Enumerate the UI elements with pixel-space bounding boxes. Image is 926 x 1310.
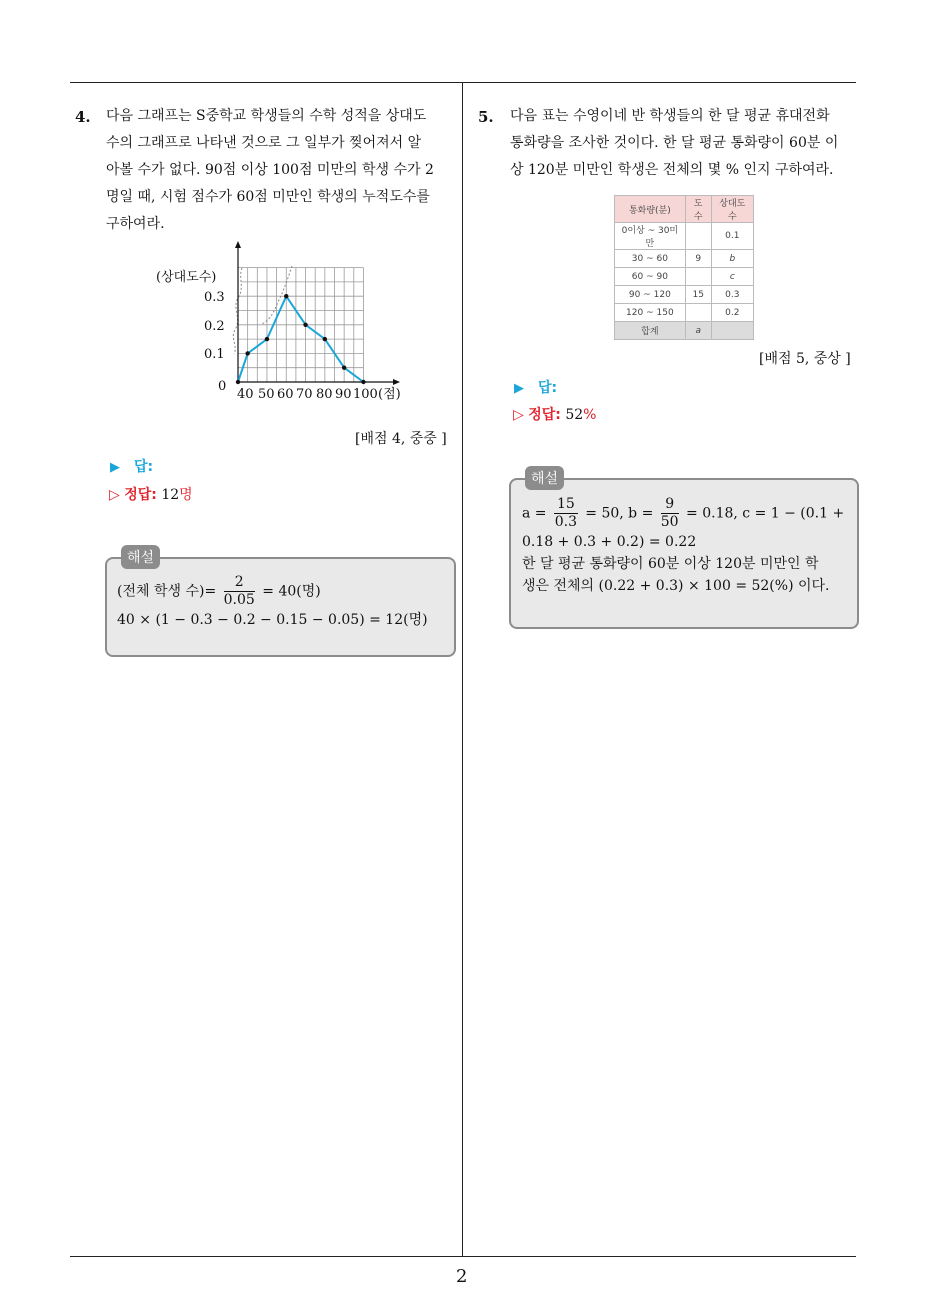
data-point bbox=[245, 351, 249, 355]
table-cell: 9 bbox=[685, 250, 711, 268]
fraction-numerator: 2 bbox=[224, 574, 255, 592]
q5-explanation-tag: 해설 bbox=[525, 466, 564, 490]
explain-text: (전체 학생 수)= bbox=[117, 583, 217, 600]
table-cell: 90 ~ 120 bbox=[615, 286, 686, 304]
correct-value: 52 bbox=[565, 407, 584, 423]
q5-text bbox=[510, 103, 862, 184]
fraction bbox=[224, 574, 255, 609]
q4-line: 다음 그래프는 S중학교 학생들의 수학 성적을 상대도 bbox=[106, 108, 427, 124]
q4-relative-frequency-graph bbox=[150, 238, 410, 410]
torn-edge bbox=[223, 268, 242, 356]
triangle-outline-icon: ▷ bbox=[109, 487, 120, 503]
answer-label: 답: bbox=[134, 459, 154, 475]
data-point bbox=[323, 337, 327, 341]
table-header: 도수 bbox=[685, 196, 711, 223]
q4-line: 수의 그래프로 나타낸 것으로 그 일부가 찢어져서 알 bbox=[106, 135, 422, 151]
page-number: 2 bbox=[456, 1266, 468, 1287]
table-row bbox=[615, 268, 754, 286]
triangle-outline-icon: ▷ bbox=[513, 407, 524, 423]
fraction bbox=[554, 496, 578, 531]
fraction-denominator: 0.05 bbox=[223, 592, 255, 608]
table-cell: 0.1 bbox=[711, 223, 753, 250]
fraction-numerator: 15 bbox=[554, 496, 578, 514]
table-row bbox=[615, 286, 754, 304]
table-header: 통화량(분) bbox=[615, 196, 686, 223]
x-axis-arrow bbox=[393, 379, 400, 385]
q4-line: 아볼 수가 없다. 90점 이상 100점 미만의 학생 수가 2 bbox=[106, 162, 434, 178]
fraction-denominator: 50 bbox=[660, 514, 679, 530]
table-cell bbox=[685, 304, 711, 322]
q5-answer bbox=[514, 377, 557, 397]
table-cell: 합계 bbox=[615, 322, 686, 340]
table-cell: 0이상 ~ 30미만 bbox=[615, 223, 686, 250]
explain-line: 한 달 평균 통화량이 60분 이상 120분 미만인 학 bbox=[522, 556, 819, 572]
explain-line bbox=[117, 574, 428, 609]
explain-text: = 40(명) bbox=[262, 583, 321, 600]
table-row bbox=[615, 250, 754, 268]
chart-axes bbox=[235, 241, 400, 385]
explain-text: = 0.18, c = 1 − (0.1 + bbox=[686, 505, 845, 522]
xtick-label: 90 bbox=[335, 387, 352, 402]
explain-line: 생은 전체의 (0.22 + 0.3) × 100 = 52(%) 이다. bbox=[522, 578, 830, 594]
xtick-label: 60 bbox=[277, 387, 294, 402]
fraction-denominator: 0.3 bbox=[554, 514, 578, 530]
q5-line: 다음 표는 수영이네 반 학생들의 한 달 평균 휴대전화 bbox=[510, 108, 830, 124]
explain-text: a = bbox=[522, 505, 547, 522]
q5-explanation-text bbox=[522, 496, 852, 597]
column-divider bbox=[462, 82, 463, 1257]
table-cell: 15 bbox=[685, 286, 711, 304]
table-header: 상대도수 bbox=[711, 196, 753, 223]
correct-label: 정답: bbox=[528, 407, 561, 423]
correct-label: 정답: bbox=[124, 487, 157, 503]
explain-line: 0.18 + 0.3 + 0.2) = 0.22 bbox=[522, 534, 697, 550]
answer-label: 답: bbox=[538, 380, 558, 396]
x-axis-label: (점) bbox=[378, 387, 401, 402]
top-rule bbox=[70, 82, 856, 83]
table-cell: 0.3 bbox=[711, 286, 753, 304]
xtick-label: 40 bbox=[237, 387, 254, 402]
q5-correct bbox=[513, 404, 596, 424]
table-cell bbox=[685, 268, 711, 286]
table-header-row bbox=[615, 196, 754, 223]
explain-line bbox=[522, 496, 852, 531]
play-icon: ▶ bbox=[514, 381, 524, 396]
q5-frequency-table bbox=[614, 195, 754, 340]
q4-answer bbox=[110, 456, 153, 476]
q4-explanation-tag: 해설 bbox=[121, 545, 160, 569]
correct-value: 12 bbox=[161, 487, 180, 503]
xtick-label: 100 bbox=[353, 387, 378, 402]
table-cell: 30 ~ 60 bbox=[615, 250, 686, 268]
bottom-rule bbox=[70, 1256, 856, 1257]
table-cell bbox=[711, 322, 753, 340]
data-point bbox=[303, 323, 307, 327]
ytick-label: 0.3 bbox=[204, 290, 225, 305]
q4-line: 구하여라. bbox=[106, 216, 165, 232]
ytick-label: 0.2 bbox=[204, 319, 225, 334]
q5-number: 5. bbox=[478, 108, 494, 126]
table-cell bbox=[685, 223, 711, 250]
correct-unit: % bbox=[583, 407, 597, 423]
q5-line: 통화량을 조사한 것이다. 한 달 평균 통화량이 60분 이 bbox=[510, 135, 839, 151]
table-total-row bbox=[615, 322, 754, 340]
q4-line: 명일 때, 시험 점수가 60점 미만인 학생의 누적도수를 bbox=[106, 189, 430, 205]
data-point bbox=[236, 380, 240, 384]
q4-explanation-text bbox=[117, 574, 428, 631]
y-axis-label: (상대도수) bbox=[156, 270, 217, 285]
q5-line: 상 120분 미만인 학생은 전체의 몇 % 인지 구하여라. bbox=[510, 162, 834, 178]
q4-points: [배점 4, 중중 ] bbox=[355, 431, 447, 447]
q5-points: [배점 5, 중상 ] bbox=[759, 351, 851, 367]
table-row bbox=[615, 304, 754, 322]
table-cell: c bbox=[711, 268, 753, 286]
ytick-label: 0 bbox=[218, 379, 227, 394]
ytick-label: 0.1 bbox=[204, 347, 225, 362]
y-axis-arrow bbox=[235, 241, 241, 248]
correct-unit: 명 bbox=[179, 487, 193, 503]
explain-line: 40 × (1 − 0.3 − 0.2 − 0.15 − 0.05) = 12(명) bbox=[117, 612, 428, 628]
fraction-numerator: 9 bbox=[661, 496, 679, 514]
table-cell: 0.2 bbox=[711, 304, 753, 322]
data-point bbox=[342, 366, 346, 370]
table-cell: b bbox=[711, 250, 753, 268]
table-row bbox=[615, 223, 754, 250]
q4-number: 4. bbox=[75, 108, 91, 126]
data-point bbox=[284, 294, 288, 298]
xtick-label: 80 bbox=[316, 387, 333, 402]
explain-text: = 50, b = bbox=[585, 505, 654, 522]
table-cell: 60 ~ 90 bbox=[615, 268, 686, 286]
q4-text bbox=[106, 103, 458, 238]
xtick-label: 70 bbox=[296, 387, 313, 402]
fraction bbox=[661, 496, 679, 531]
chart-grid bbox=[238, 268, 363, 382]
q4-correct bbox=[109, 484, 193, 504]
data-point bbox=[361, 380, 365, 384]
data-point bbox=[265, 337, 269, 341]
play-icon: ▶ bbox=[110, 460, 120, 475]
table-cell: 120 ~ 150 bbox=[615, 304, 686, 322]
table-cell: a bbox=[685, 322, 711, 340]
xtick-label: 50 bbox=[258, 387, 275, 402]
